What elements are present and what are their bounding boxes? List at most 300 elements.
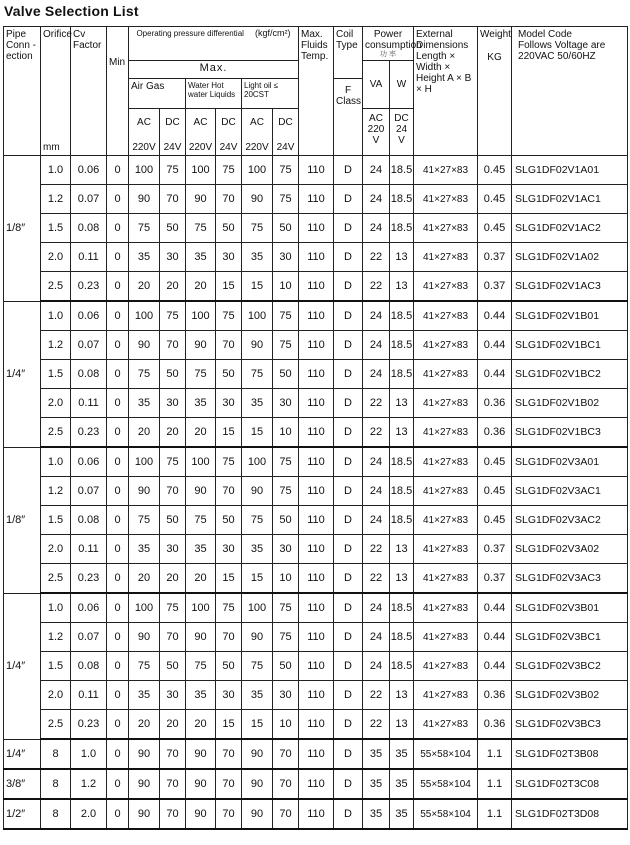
oil-ac-cell: 100 xyxy=(242,447,273,477)
oil-dc-cell: 75 xyxy=(273,447,299,477)
min-cell: 0 xyxy=(107,535,129,564)
min-cell: 0 xyxy=(107,769,129,799)
min-cell: 0 xyxy=(107,389,129,418)
air-dc-cell: 20 xyxy=(160,418,186,448)
water-ac-cell: 100 xyxy=(186,447,216,477)
header-weight xyxy=(478,27,512,156)
orifice-cell: 8 xyxy=(41,799,71,829)
min-cell: 0 xyxy=(107,506,129,535)
coil-type-cell: D xyxy=(334,623,363,652)
power-w-cell: 18.5 xyxy=(390,506,414,535)
orifice-cell: 1.5 xyxy=(41,360,71,389)
weight-cell: 0.37 xyxy=(478,272,512,302)
oil-dc-cell: 50 xyxy=(273,360,299,389)
pipe-connection-cell: 1/4″ xyxy=(4,739,41,769)
water-ac-cell: 75 xyxy=(186,360,216,389)
air-ac-cell: 90 xyxy=(129,185,160,214)
model-code-cell: SLG1DF02T3D08 xyxy=(512,799,628,829)
oil-dc-cell: 75 xyxy=(273,331,299,360)
power-va-cell: 22 xyxy=(363,418,390,448)
header-water-dc xyxy=(216,109,242,156)
water-dc-cell: 70 xyxy=(216,799,242,829)
power-w-cell: 13 xyxy=(390,243,414,272)
orifice-cell: 2.5 xyxy=(41,564,71,594)
power-w-cell: 13 xyxy=(390,272,414,302)
cv-factor-cell: 0.11 xyxy=(71,243,107,272)
coil-type-cell: D xyxy=(334,447,363,477)
table-row xyxy=(4,331,628,360)
oil-ac-cell: 35 xyxy=(242,243,273,272)
weight-cell: 0.44 xyxy=(478,360,512,389)
air-dc-cell: 30 xyxy=(160,389,186,418)
model-code-cell: SLG1DF02V1BC3 xyxy=(512,418,628,448)
oil-dc-cell: 70 xyxy=(273,769,299,799)
max-temp-cell: 110 xyxy=(299,301,334,331)
air-ac-cell: 90 xyxy=(129,799,160,829)
water-ac-cell: 20 xyxy=(186,418,216,448)
table-row xyxy=(4,739,628,769)
power-va-cell: 24 xyxy=(363,506,390,535)
min-cell: 0 xyxy=(107,681,129,710)
model-code-cell: SLG1DF02V3B02 xyxy=(512,681,628,710)
power-w-cell: 18.5 xyxy=(390,185,414,214)
oil-ac-cell: 15 xyxy=(242,710,273,740)
air-dc-cell: 70 xyxy=(160,331,186,360)
cv-factor-cell: 0.06 xyxy=(71,593,107,623)
water-dc-cell: 50 xyxy=(216,652,242,681)
orifice-cell: 1.2 xyxy=(41,185,71,214)
max-temp-cell: 110 xyxy=(299,739,334,769)
oil-dc-cell: 75 xyxy=(273,593,299,623)
dimensions-cell: 41×27×83 xyxy=(414,243,478,272)
orifice-cell: 1.0 xyxy=(41,447,71,477)
model-code-cell: SLG1DF02V1B02 xyxy=(512,389,628,418)
dimensions-cell: 41×27×83 xyxy=(414,593,478,623)
model-code-cell: SLG1DF02V3AC1 xyxy=(512,477,628,506)
header-power-ac220: AC 220 V xyxy=(363,109,390,156)
oil-dc-cell: 30 xyxy=(273,535,299,564)
model-code-cell: SLG1DF02V1A02 xyxy=(512,243,628,272)
max-temp-cell: 110 xyxy=(299,681,334,710)
weight-cell: 0.44 xyxy=(478,593,512,623)
water-ac-cell: 90 xyxy=(186,623,216,652)
header-air-dc-label: DC xyxy=(165,117,180,128)
min-cell: 0 xyxy=(107,739,129,769)
header-power-cn: 功 率 xyxy=(380,51,396,58)
water-ac-cell: 75 xyxy=(186,506,216,535)
air-dc-cell: 30 xyxy=(160,535,186,564)
header-air-dc xyxy=(160,109,186,156)
table-row xyxy=(4,156,628,185)
min-cell: 0 xyxy=(107,593,129,623)
max-temp-cell: 110 xyxy=(299,593,334,623)
power-va-cell: 24 xyxy=(363,623,390,652)
header-model-code: Model Code Follows Voltage are 220VAC 50/60HZ xyxy=(512,27,628,156)
air-dc-cell: 70 xyxy=(160,477,186,506)
model-code-cell: SLG1DF02V1AC1 xyxy=(512,185,628,214)
dimensions-cell: 41×27×83 xyxy=(414,389,478,418)
table-row xyxy=(4,506,628,535)
min-cell: 0 xyxy=(107,272,129,302)
power-va-cell: 22 xyxy=(363,389,390,418)
table-row xyxy=(4,418,628,448)
coil-type-cell: D xyxy=(334,214,363,243)
cv-factor-cell: 0.23 xyxy=(71,710,107,740)
dimensions-cell: 41×27×83 xyxy=(414,418,478,448)
max-temp-cell: 110 xyxy=(299,447,334,477)
model-code-cell: SLG1DF02V1AC2 xyxy=(512,214,628,243)
air-ac-cell: 100 xyxy=(129,593,160,623)
max-temp-cell: 110 xyxy=(299,185,334,214)
cv-factor-cell: 0.23 xyxy=(71,564,107,594)
max-temp-cell: 110 xyxy=(299,623,334,652)
cv-factor-cell: 0.23 xyxy=(71,418,107,448)
orifice-cell: 8 xyxy=(41,739,71,769)
water-ac-cell: 35 xyxy=(186,243,216,272)
coil-type-cell: D xyxy=(334,535,363,564)
model-code-cell: SLG1DF02V3BC3 xyxy=(512,710,628,740)
cv-factor-cell: 0.07 xyxy=(71,477,107,506)
water-dc-cell: 70 xyxy=(216,769,242,799)
min-cell: 0 xyxy=(107,623,129,652)
oil-ac-cell: 15 xyxy=(242,272,273,302)
water-dc-cell: 30 xyxy=(216,681,242,710)
coil-type-cell: D xyxy=(334,156,363,185)
dimensions-cell: 41×27×83 xyxy=(414,360,478,389)
dimensions-cell: 41×27×83 xyxy=(414,652,478,681)
water-ac-cell: 90 xyxy=(186,331,216,360)
min-cell: 0 xyxy=(107,564,129,594)
cv-factor-cell: 0.11 xyxy=(71,681,107,710)
header-power-consumption xyxy=(363,27,422,61)
header-air-dc-voltage: 24V xyxy=(163,142,182,153)
max-temp-cell: 110 xyxy=(299,506,334,535)
pipe-connection-cell: 1/4″ xyxy=(4,593,41,739)
header-w: W xyxy=(390,61,414,109)
weight-cell: 0.45 xyxy=(478,156,512,185)
table-row xyxy=(4,360,628,389)
power-va-cell: 24 xyxy=(363,301,390,331)
oil-ac-cell: 100 xyxy=(242,301,273,331)
power-va-cell: 24 xyxy=(363,447,390,477)
min-cell: 0 xyxy=(107,214,129,243)
water-dc-cell: 75 xyxy=(216,301,242,331)
max-temp-cell: 110 xyxy=(299,477,334,506)
air-ac-cell: 20 xyxy=(129,272,160,302)
water-ac-cell: 20 xyxy=(186,272,216,302)
table-row xyxy=(4,477,628,506)
header-light-oil: Light oil ≤ 20CST xyxy=(242,79,299,109)
orifice-cell: 2.0 xyxy=(41,389,71,418)
air-ac-cell: 90 xyxy=(129,477,160,506)
orifice-cell: 8 xyxy=(41,769,71,799)
air-ac-cell: 100 xyxy=(129,156,160,185)
water-dc-cell: 30 xyxy=(216,535,242,564)
table-row xyxy=(4,389,628,418)
coil-type-cell: D xyxy=(334,769,363,799)
orifice-cell: 1.5 xyxy=(41,652,71,681)
power-va-cell: 24 xyxy=(363,214,390,243)
power-va-cell: 24 xyxy=(363,185,390,214)
oil-dc-cell: 10 xyxy=(273,272,299,302)
header-air-gas: Air Gas xyxy=(129,79,186,109)
orifice-cell: 2.5 xyxy=(41,418,71,448)
cv-factor-cell: 0.07 xyxy=(71,623,107,652)
dimensions-cell: 41×27×83 xyxy=(414,301,478,331)
weight-cell: 0.44 xyxy=(478,301,512,331)
header-pipe-connection: Pipe Conn -ection xyxy=(4,27,41,156)
header-power-dc24: DC 24 V xyxy=(390,109,414,156)
water-ac-cell: 20 xyxy=(186,710,216,740)
weight-cell: 1.1 xyxy=(478,739,512,769)
header-max: Max. xyxy=(129,61,299,79)
power-w-cell: 18.5 xyxy=(390,623,414,652)
water-dc-cell: 75 xyxy=(216,156,242,185)
pipe-connection-cell: 1/2″ xyxy=(4,799,41,829)
table-row xyxy=(4,301,628,331)
max-temp-cell: 110 xyxy=(299,652,334,681)
cv-factor-cell: 1.2 xyxy=(71,769,107,799)
coil-type-cell: D xyxy=(334,593,363,623)
power-w-cell: 18.5 xyxy=(390,301,414,331)
air-ac-cell: 90 xyxy=(129,331,160,360)
max-temp-cell: 110 xyxy=(299,535,334,564)
oil-ac-cell: 35 xyxy=(242,535,273,564)
min-cell: 0 xyxy=(107,652,129,681)
water-dc-cell: 15 xyxy=(216,418,242,448)
header-water-ac-label: AC xyxy=(193,117,208,128)
table-row xyxy=(4,769,628,799)
air-dc-cell: 50 xyxy=(160,506,186,535)
power-va-cell: 35 xyxy=(363,769,390,799)
dimensions-cell: 55×58×104 xyxy=(414,799,478,829)
header-weight-label: Weight xyxy=(480,29,511,40)
table-row xyxy=(4,681,628,710)
cv-factor-cell: 0.08 xyxy=(71,360,107,389)
water-dc-cell: 50 xyxy=(216,214,242,243)
orifice-cell: 1.2 xyxy=(41,623,71,652)
oil-ac-cell: 90 xyxy=(242,331,273,360)
oil-dc-cell: 10 xyxy=(273,564,299,594)
header-air-ac-label: AC xyxy=(137,117,151,128)
oil-ac-cell: 90 xyxy=(242,477,273,506)
oil-dc-cell: 75 xyxy=(273,301,299,331)
max-temp-cell: 110 xyxy=(299,710,334,740)
oil-dc-cell: 50 xyxy=(273,652,299,681)
header-max-fluids-temp: Max. Fluids Temp. xyxy=(299,27,334,156)
max-temp-cell: 110 xyxy=(299,156,334,185)
cv-factor-cell: 0.06 xyxy=(71,156,107,185)
air-ac-cell: 75 xyxy=(129,360,160,389)
weight-cell: 1.1 xyxy=(478,799,512,829)
dimensions-cell: 55×58×104 xyxy=(414,769,478,799)
coil-type-cell: D xyxy=(334,243,363,272)
weight-cell: 0.36 xyxy=(478,681,512,710)
coil-type-cell: D xyxy=(334,360,363,389)
table-row xyxy=(4,243,628,272)
coil-type-cell: D xyxy=(334,652,363,681)
header-f-class: F Class xyxy=(334,79,363,156)
power-va-cell: 22 xyxy=(363,535,390,564)
air-ac-cell: 100 xyxy=(129,301,160,331)
power-w-cell: 18.5 xyxy=(390,652,414,681)
water-dc-cell: 70 xyxy=(216,623,242,652)
orifice-cell: 2.0 xyxy=(41,535,71,564)
header-min: Min xyxy=(107,27,129,156)
air-dc-cell: 50 xyxy=(160,360,186,389)
oil-dc-cell: 70 xyxy=(273,799,299,829)
dimensions-cell: 41×27×83 xyxy=(414,156,478,185)
min-cell: 0 xyxy=(107,360,129,389)
model-code-cell: SLG1DF02V1B01 xyxy=(512,301,628,331)
oil-ac-cell: 90 xyxy=(242,739,273,769)
weight-cell: 0.45 xyxy=(478,477,512,506)
power-va-cell: 22 xyxy=(363,710,390,740)
header-opd-label: Operating pressure differential xyxy=(136,29,244,38)
water-ac-cell: 35 xyxy=(186,389,216,418)
oil-dc-cell: 30 xyxy=(273,389,299,418)
water-dc-cell: 15 xyxy=(216,710,242,740)
dimensions-cell: 41×27×83 xyxy=(414,681,478,710)
min-cell: 0 xyxy=(107,243,129,272)
max-temp-cell: 110 xyxy=(299,214,334,243)
cv-factor-cell: 0.08 xyxy=(71,652,107,681)
power-w-cell: 18.5 xyxy=(390,477,414,506)
oil-dc-cell: 50 xyxy=(273,214,299,243)
model-code-cell: SLG1DF02T3B08 xyxy=(512,739,628,769)
model-code-cell: SLG1DF02V3AC3 xyxy=(512,564,628,594)
water-dc-cell: 70 xyxy=(216,331,242,360)
oil-ac-cell: 15 xyxy=(242,418,273,448)
power-va-cell: 24 xyxy=(363,593,390,623)
header-oil-ac xyxy=(242,109,273,156)
table-row xyxy=(4,564,628,594)
power-va-cell: 22 xyxy=(363,272,390,302)
header-orifice-label: Orifice xyxy=(43,29,72,40)
cv-factor-cell: 0.07 xyxy=(71,331,107,360)
air-ac-cell: 100 xyxy=(129,447,160,477)
page-title: Valve Selection List xyxy=(4,3,139,19)
oil-dc-cell: 75 xyxy=(273,623,299,652)
air-ac-cell: 75 xyxy=(129,506,160,535)
air-dc-cell: 70 xyxy=(160,739,186,769)
air-dc-cell: 50 xyxy=(160,652,186,681)
power-w-cell: 18.5 xyxy=(390,360,414,389)
coil-type-cell: D xyxy=(334,418,363,448)
header-water-dc-label: DC xyxy=(221,117,236,128)
weight-cell: 0.36 xyxy=(478,389,512,418)
water-dc-cell: 70 xyxy=(216,739,242,769)
air-dc-cell: 20 xyxy=(160,272,186,302)
table-row xyxy=(4,185,628,214)
orifice-cell: 1.2 xyxy=(41,477,71,506)
header-operating-pressure xyxy=(129,27,299,61)
table-row xyxy=(4,593,628,623)
weight-cell: 0.44 xyxy=(478,623,512,652)
power-va-cell: 22 xyxy=(363,681,390,710)
header-power-label: Power consumption xyxy=(365,29,422,51)
dimensions-cell: 41×27×83 xyxy=(414,447,478,477)
orifice-cell: 1.0 xyxy=(41,156,71,185)
cv-factor-cell: 2.0 xyxy=(71,799,107,829)
header-oil-dc xyxy=(273,109,299,156)
model-code-cell: SLG1DF02V1AC3 xyxy=(512,272,628,302)
air-ac-cell: 35 xyxy=(129,243,160,272)
cv-factor-cell: 0.06 xyxy=(71,301,107,331)
oil-dc-cell: 70 xyxy=(273,739,299,769)
air-dc-cell: 70 xyxy=(160,799,186,829)
power-w-cell: 18.5 xyxy=(390,156,414,185)
water-dc-cell: 75 xyxy=(216,447,242,477)
power-w-cell: 13 xyxy=(390,710,414,740)
air-ac-cell: 35 xyxy=(129,389,160,418)
weight-cell: 0.44 xyxy=(478,331,512,360)
coil-type-cell: D xyxy=(334,739,363,769)
air-dc-cell: 30 xyxy=(160,243,186,272)
water-ac-cell: 90 xyxy=(186,769,216,799)
coil-type-cell: D xyxy=(334,331,363,360)
min-cell: 0 xyxy=(107,156,129,185)
oil-dc-cell: 75 xyxy=(273,185,299,214)
water-dc-cell: 70 xyxy=(216,477,242,506)
dimensions-cell: 41×27×83 xyxy=(414,331,478,360)
air-dc-cell: 75 xyxy=(160,156,186,185)
water-ac-cell: 100 xyxy=(186,156,216,185)
oil-dc-cell: 50 xyxy=(273,506,299,535)
header-oil-dc-label: DC xyxy=(278,117,293,128)
min-cell: 0 xyxy=(107,447,129,477)
power-w-cell: 13 xyxy=(390,681,414,710)
weight-cell: 0.45 xyxy=(478,185,512,214)
air-ac-cell: 20 xyxy=(129,418,160,448)
min-cell: 0 xyxy=(107,799,129,829)
header-coil-type: Coil Type xyxy=(334,27,363,79)
weight-cell: 1.1 xyxy=(478,769,512,799)
weight-cell: 0.37 xyxy=(478,535,512,564)
power-va-cell: 24 xyxy=(363,477,390,506)
oil-ac-cell: 100 xyxy=(242,156,273,185)
dimensions-cell: 41×27×83 xyxy=(414,564,478,594)
header-orifice-unit: mm xyxy=(43,142,60,153)
oil-ac-cell: 75 xyxy=(242,214,273,243)
table-header xyxy=(4,27,628,156)
air-ac-cell: 90 xyxy=(129,739,160,769)
oil-ac-cell: 75 xyxy=(242,506,273,535)
power-w-cell: 13 xyxy=(390,564,414,594)
table-row xyxy=(4,799,628,829)
table-row xyxy=(4,214,628,243)
pipe-connection-cell: 1/4″ xyxy=(4,301,41,447)
dimensions-cell: 41×27×83 xyxy=(414,272,478,302)
air-ac-cell: 75 xyxy=(129,214,160,243)
cv-factor-cell: 1.0 xyxy=(71,739,107,769)
water-dc-cell: 30 xyxy=(216,389,242,418)
dimensions-cell: 41×27×83 xyxy=(414,623,478,652)
max-temp-cell: 110 xyxy=(299,769,334,799)
max-temp-cell: 110 xyxy=(299,389,334,418)
model-code-cell: SLG1DF02V1BC2 xyxy=(512,360,628,389)
air-dc-cell: 70 xyxy=(160,185,186,214)
dimensions-cell: 41×27×83 xyxy=(414,535,478,564)
water-ac-cell: 100 xyxy=(186,593,216,623)
coil-type-cell: D xyxy=(334,272,363,302)
min-cell: 0 xyxy=(107,418,129,448)
table-row xyxy=(4,272,628,302)
header-va: VA xyxy=(363,61,390,109)
power-va-cell: 24 xyxy=(363,331,390,360)
oil-ac-cell: 90 xyxy=(242,185,273,214)
min-cell: 0 xyxy=(107,301,129,331)
